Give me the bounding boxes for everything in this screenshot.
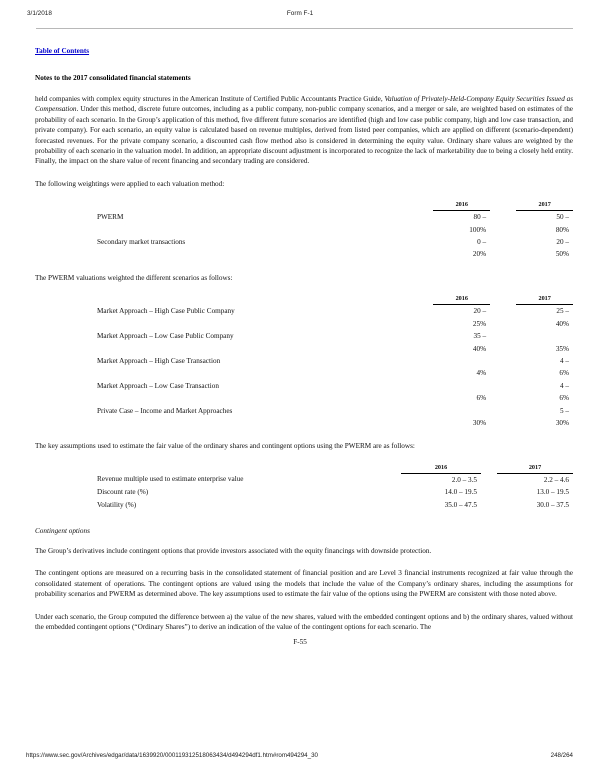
print-footer — [0, 752, 600, 764]
scenarios-table — [35, 295, 573, 429]
column-header-2017: 2017 — [497, 464, 573, 474]
cell-2017: 2.2 – 4.6 — [543, 475, 569, 484]
cell-2016-cont: 30% — [472, 418, 487, 427]
table-row-continuation — [35, 367, 573, 379]
table-header-row — [35, 201, 573, 211]
table-row-continuation — [35, 248, 573, 260]
table-header-row — [35, 295, 573, 305]
cell-2017: 50 – — [556, 213, 569, 222]
row-label: Market Approach – Low Case Public Company — [97, 332, 234, 341]
row-label: Secondary market transactions — [97, 238, 186, 247]
cell-2016-cont: 20% — [472, 250, 487, 259]
row-label: Market Approach – High Case Transaction — [97, 356, 221, 365]
table-row — [35, 499, 573, 511]
page-number: 248/264 — [550, 752, 573, 759]
row-label: Private Case – Income and Market Approaches — [97, 406, 233, 415]
print-header — [0, 10, 600, 24]
column-header-2016: 2016 — [401, 464, 481, 474]
table-row — [35, 211, 573, 224]
row-label: Discount rate (%) — [97, 488, 149, 497]
table-row — [35, 486, 573, 498]
cell-2017-cont: 35% — [555, 344, 569, 353]
print-header-title: Form F-1 — [286, 10, 314, 17]
table-of-contents-link[interactable]: Table of Contents — [35, 47, 90, 55]
weightings-table-wrapper — [35, 201, 573, 261]
cell-2016: 2.0 – 3.5 — [451, 475, 477, 484]
assumptions-table — [35, 464, 573, 511]
row-label: PWERM — [97, 212, 124, 221]
scenarios-table-wrapper — [35, 295, 573, 429]
print-header-date: 3/1/2018 — [27, 10, 52, 17]
column-header-2016: 2016 — [433, 295, 490, 305]
cell-2017: 4 – — [560, 381, 569, 390]
cell-2017-cont: 30% — [555, 418, 569, 427]
table-row-continuation — [35, 224, 573, 236]
paragraph-measurement: The contingent options are measured on a recurring basis in the consolidated statement of financial position and are Level 3 financial instruments recognized at fair value through the consolidated statement of operations. The contingent options are valued using the models that include the value of the Company’s ordinary shares, including the assumptions for probability scenarios and PWERM as determined above. The key assumptions used to estimate the fair value of the options using the PWERM are consistent with those noted above. — [35, 569, 573, 599]
cell-2016: 35 – — [473, 332, 487, 341]
cell-2017: 13.0 – 19.5 — [536, 488, 569, 497]
table-row-continuation — [35, 343, 573, 355]
row-label: Volatility (%) — [97, 500, 137, 509]
table-header-row — [35, 464, 573, 474]
table-row — [35, 380, 573, 392]
paragraph-text-part: held companies with complex equity structures in the American Institute of Certified Public Accountants Practice Guide, — [35, 95, 385, 103]
cell-2016 — [433, 405, 490, 417]
cell-2016-cont: 4% — [476, 369, 487, 378]
document-content — [35, 40, 573, 632]
cell-2016-cont: 25% — [472, 319, 487, 328]
cell-2017 — [516, 330, 573, 342]
row-label: Market Approach – High Case Public Company — [97, 306, 235, 315]
header-divider — [36, 28, 573, 29]
cell-2016 — [433, 380, 490, 392]
cell-2016: 14.0 – 19.5 — [444, 488, 477, 497]
practice-guide-title: Valuation of Privately-Held-Company Equity Securities Issued as Compensation — [35, 95, 573, 114]
table-row — [35, 405, 573, 417]
weightings-table — [35, 201, 573, 261]
table-row — [35, 473, 573, 486]
row-label: Revenue multiple used to estimate enterprise value — [97, 475, 244, 484]
cell-2017-cont: 50% — [555, 250, 569, 259]
cell-2017-cont: 6% — [559, 369, 569, 378]
cell-2017: 4 – — [560, 356, 569, 365]
table-row-continuation — [35, 417, 573, 429]
row-label: Market Approach – Low Case Transaction — [97, 381, 219, 390]
paragraph-assumptions-intro: The key assumptions used to estimate the fair value of the ordinary shares and contingent options using the PWERM are as follows: — [35, 442, 415, 451]
cell-2017-cont: 6% — [559, 394, 569, 403]
cell-2017: 5 – — [560, 406, 569, 415]
paragraph-weightings-intro: The following weightings were applied to each valuation method: — [35, 179, 225, 188]
cell-2017-cont: 40% — [555, 319, 569, 328]
paragraph-valuation-method — [35, 94, 573, 167]
paragraph-derivatives: The Group’s derivatives include contingent options that provide investors associated with the equity financings with downside protection. — [35, 546, 432, 555]
cell-2016 — [433, 355, 490, 367]
cell-2016-cont: 6% — [476, 394, 487, 403]
assumptions-table-wrapper — [35, 464, 573, 511]
cell-2016: 0 – — [477, 238, 487, 247]
table-row — [35, 305, 573, 318]
cell-2017-cont: 80% — [555, 225, 569, 234]
paragraph-scenario-difference: Under each scenario, the Group computed the difference between a) the value of the new shares, valued with the embedded contingent options and b) the ordinary shares, valued without the embedded contingent options (“Ordinary Shares”) to derive an indication of the value of the contingent options for each scenario. The — [35, 612, 573, 631]
cell-2016-cont: 100% — [469, 225, 487, 234]
cell-2017: 20 – — [556, 238, 569, 247]
table-row — [35, 355, 573, 367]
column-header-2017: 2017 — [516, 201, 573, 211]
table-row — [35, 330, 573, 342]
paragraph-text-part: . Under this method, discrete future outcomes, including as a public company, non-public company scenarios, and a merger or sale, are weighted based on estimates of the probability of each scenario. In the Group’s application of this method, five different future scenarios are identified (high and low case public company, high and low case transaction, and private company). For each scenario, an equity value is calculated based on revenue multiples, derived from listed peer companies, which are applied on different (scenario-dependent) forecasted revenues. For the private company scenario, a discounted cash flow method also is considered in determining the equity value. Ordinary share values are weighted by the probability of each scenario in the valuation model. In addition, an appropriate discount adjustment is incorporated to recognize the lack of marketability due to being a closely held entity. Finally, the impact on the share value of recent financing and secondary trading are considered. — [35, 105, 573, 166]
cell-2016: 80 – — [473, 213, 487, 222]
cell-2017: 30.0 – 37.5 — [536, 500, 569, 509]
page-folio: F-55 — [293, 638, 307, 646]
cell-2017: 25 – — [556, 307, 569, 316]
note-heading: Notes to the 2017 consolidated financial statements — [35, 74, 191, 82]
column-header-2017: 2017 — [516, 295, 573, 305]
cell-2016-cont: 40% — [472, 344, 487, 353]
paragraph-scenarios-intro: The PWERM valuations weighted the different scenarios as follows: — [35, 273, 233, 282]
table-row — [35, 236, 573, 248]
cell-2016: 20 – — [473, 307, 487, 316]
cell-2016: 35.0 – 47.5 — [444, 500, 477, 509]
contingent-options-heading: Contingent options — [35, 526, 90, 535]
column-header-2016: 2016 — [433, 201, 490, 211]
table-row-continuation — [35, 318, 573, 330]
source-url: https://www.sec.gov/Archives/edgar/data/1639920/000119312518063434/d494294df1.htm#rom494294_30 — [26, 752, 318, 759]
table-row-continuation — [35, 392, 573, 404]
